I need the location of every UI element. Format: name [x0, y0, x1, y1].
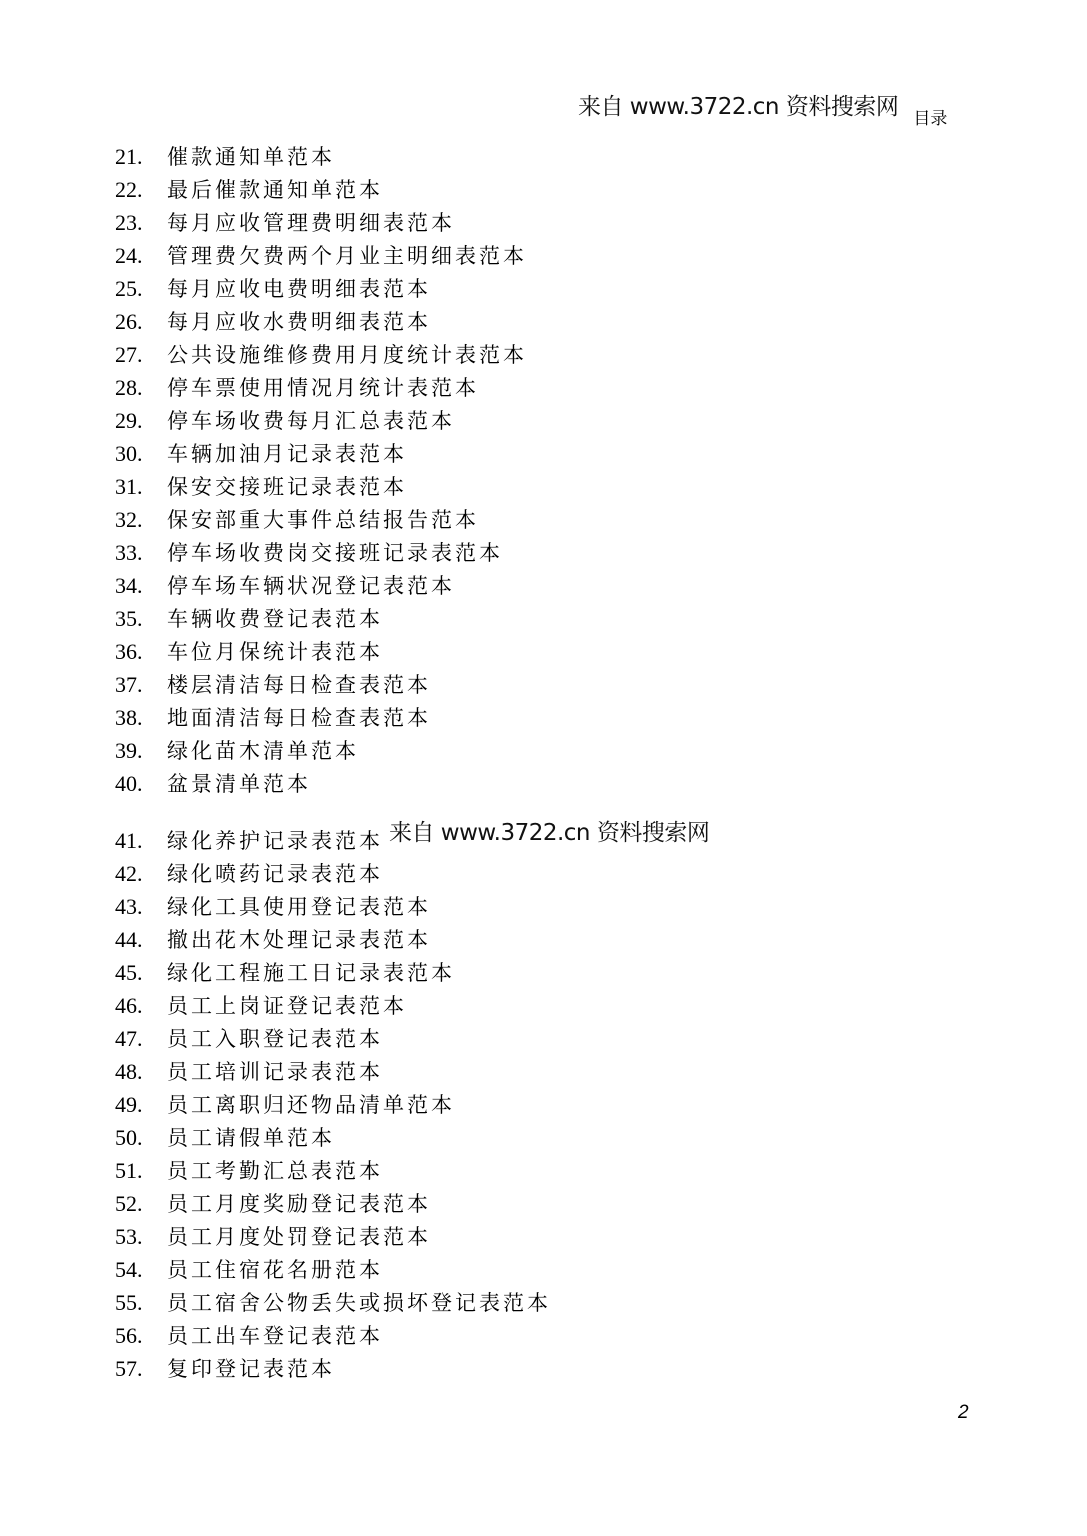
toc-item: [115, 206, 709, 239]
toc-item-title: 地面清洁每日检查表范本: [167, 706, 431, 730]
toc-item-title: 楼层清洁每日检查表范本: [167, 673, 431, 697]
toc-item: [115, 1286, 709, 1319]
toc-item-title: 员工上岗证登记表范本: [167, 994, 407, 1018]
toc-item-title: 复印登记表范本: [167, 1357, 335, 1381]
toc-item-title: 每月应收电费明细表范本: [167, 277, 431, 301]
toc-item: [115, 820, 710, 857]
toc-item-number: 57.: [115, 1356, 143, 1381]
toc-item-title: 公共设施维修费用月度统计表范本: [167, 343, 527, 367]
toc-item: [115, 701, 709, 734]
table-of-contents: [115, 140, 709, 1385]
toc-item: [115, 1121, 709, 1154]
toc-item-title: 员工请假单范本: [167, 1126, 335, 1150]
toc-item-number: 28.: [115, 375, 143, 400]
toc-item-title: 绿化工程施工日记录表范本: [167, 961, 455, 985]
toc-item-number: 38.: [115, 705, 143, 730]
toc-item-title: 最后催款通知单范本: [167, 178, 383, 202]
toc-item-title: 保安部重大事件总结报告范本: [167, 508, 479, 532]
toc-item: [115, 1187, 709, 1220]
toc-item-number: 26.: [115, 309, 143, 334]
toc-item: [115, 1154, 709, 1187]
toc-item: [115, 956, 709, 989]
toc-item-title: 每月应收水费明细表范本: [167, 310, 431, 334]
toc-item-number: 41.: [115, 828, 143, 853]
toc-item-number: 30.: [115, 441, 143, 466]
toc-item-number: 53.: [115, 1224, 143, 1249]
toc-item-title: 撤出花木处理记录表范本: [167, 928, 431, 952]
toc-item: [115, 404, 709, 437]
toc-item-title: 停车场收费每月汇总表范本: [167, 409, 455, 433]
toc-item: [115, 338, 709, 371]
toc-item-number: 54.: [115, 1257, 143, 1282]
page-header: [578, 88, 948, 129]
toc-item-number: 27.: [115, 342, 143, 367]
toc-item-number: 42.: [115, 861, 143, 886]
toc-item-title: 车位月保统计表范本: [167, 640, 383, 664]
page-number: 2: [958, 1402, 969, 1423]
toc-item: [115, 602, 709, 635]
toc-item: [115, 470, 709, 503]
inline-watermark: 来自 www.3722.cn 资料搜索网: [389, 820, 710, 846]
toc-item-title: 员工月度奖励登记表范本: [167, 1192, 431, 1216]
toc-item: [115, 437, 709, 470]
toc-item-title: 绿化苗木清单范本: [167, 739, 359, 763]
toc-item-title: 员工入职登记表范本: [167, 1027, 383, 1051]
toc-item-number: 29.: [115, 408, 143, 433]
toc-item-number: 36.: [115, 639, 143, 664]
toc-item: [115, 734, 709, 767]
toc-item-number: 32.: [115, 507, 143, 532]
toc-item: [115, 1253, 709, 1286]
toc-item-title: 管理费欠费两个月业主明细表范本: [167, 244, 527, 268]
toc-item: [115, 1352, 709, 1385]
toc-item-number: 46.: [115, 993, 143, 1018]
toc-item: [115, 371, 709, 404]
toc-item-number: 22.: [115, 177, 143, 202]
toc-item-number: 49.: [115, 1092, 143, 1117]
toc-item-number: 40.: [115, 771, 143, 796]
toc-item-number: 39.: [115, 738, 143, 763]
toc-item: [115, 536, 709, 569]
toc-item-number: 33.: [115, 540, 143, 565]
toc-item-number: 45.: [115, 960, 143, 985]
toc-item-title: 员工住宿花名册范本: [167, 1258, 383, 1282]
toc-item-title: 员工宿舍公物丢失或损坏登记表范本: [167, 1291, 551, 1315]
toc-item-title: 停车场车辆状况登记表范本: [167, 574, 455, 598]
toc-item-number: 25.: [115, 276, 143, 301]
toc-item-number: 44.: [115, 927, 143, 952]
toc-item-number: 48.: [115, 1059, 143, 1084]
toc-item-title: 绿化喷药记录表范本: [167, 862, 383, 886]
toc-item-title: 保安交接班记录表范本: [167, 475, 407, 499]
toc-item-number: 21.: [115, 144, 143, 169]
toc-item-number: 23.: [115, 210, 143, 235]
toc-item: [115, 989, 709, 1022]
header-watermark: 来自 www.3722.cn 资料搜索网: [578, 94, 899, 120]
toc-item: [115, 890, 709, 923]
toc-item-title: 绿化工具使用登记表范本: [167, 895, 431, 919]
toc-item-title: 盆景清单范本: [167, 772, 311, 796]
toc-item-title: 停车场收费岗交接班记录表范本: [167, 541, 503, 565]
toc-item: [115, 1319, 709, 1352]
toc-item-number: 56.: [115, 1323, 143, 1348]
toc-item: [115, 668, 709, 701]
toc-item-title: 员工考勤汇总表范本: [167, 1159, 383, 1183]
toc-item-number: 50.: [115, 1125, 143, 1150]
toc-item: [115, 140, 709, 173]
toc-item-number: 34.: [115, 573, 143, 598]
toc-item: [115, 1055, 709, 1088]
toc-item-title: 催款通知单范本: [167, 145, 335, 169]
toc-item: [115, 857, 709, 890]
toc-item: [115, 1022, 709, 1055]
toc-item-title: 员工培训记录表范本: [167, 1060, 383, 1084]
section-label: 目录: [913, 109, 948, 129]
toc-item: [115, 1088, 709, 1121]
toc-item-title: 员工出车登记表范本: [167, 1324, 383, 1348]
toc-item-number: 52.: [115, 1191, 143, 1216]
toc-item-number: 37.: [115, 672, 143, 697]
toc-item-number: 24.: [115, 243, 143, 268]
toc-item: [115, 173, 709, 206]
toc-item: [115, 503, 709, 536]
toc-item: [115, 923, 709, 956]
toc-item: [115, 305, 709, 338]
toc-item-number: 31.: [115, 474, 143, 499]
toc-item-title: 停车票使用情况月统计表范本: [167, 376, 479, 400]
toc-item-title: 员工离职归还物品清单范本: [167, 1093, 455, 1117]
toc-item: [115, 1220, 709, 1253]
toc-item-title: 每月应收管理费明细表范本: [167, 211, 455, 235]
toc-item: [115, 569, 709, 602]
toc-item-number: 47.: [115, 1026, 143, 1051]
toc-item-number: 35.: [115, 606, 143, 631]
toc-item-title: 绿化养护记录表范本: [167, 829, 383, 853]
toc-item: [115, 272, 709, 305]
toc-item: [115, 635, 709, 668]
toc-item-title: 员工月度处罚登记表范本: [167, 1225, 431, 1249]
toc-item-number: 55.: [115, 1290, 143, 1315]
toc-item: [115, 767, 709, 800]
toc-item-title: 车辆加油月记录表范本: [167, 442, 407, 466]
toc-item-title: 车辆收费登记表范本: [167, 607, 383, 631]
toc-item: [115, 239, 709, 272]
toc-item-number: 51.: [115, 1158, 143, 1183]
toc-item-number: 43.: [115, 894, 143, 919]
